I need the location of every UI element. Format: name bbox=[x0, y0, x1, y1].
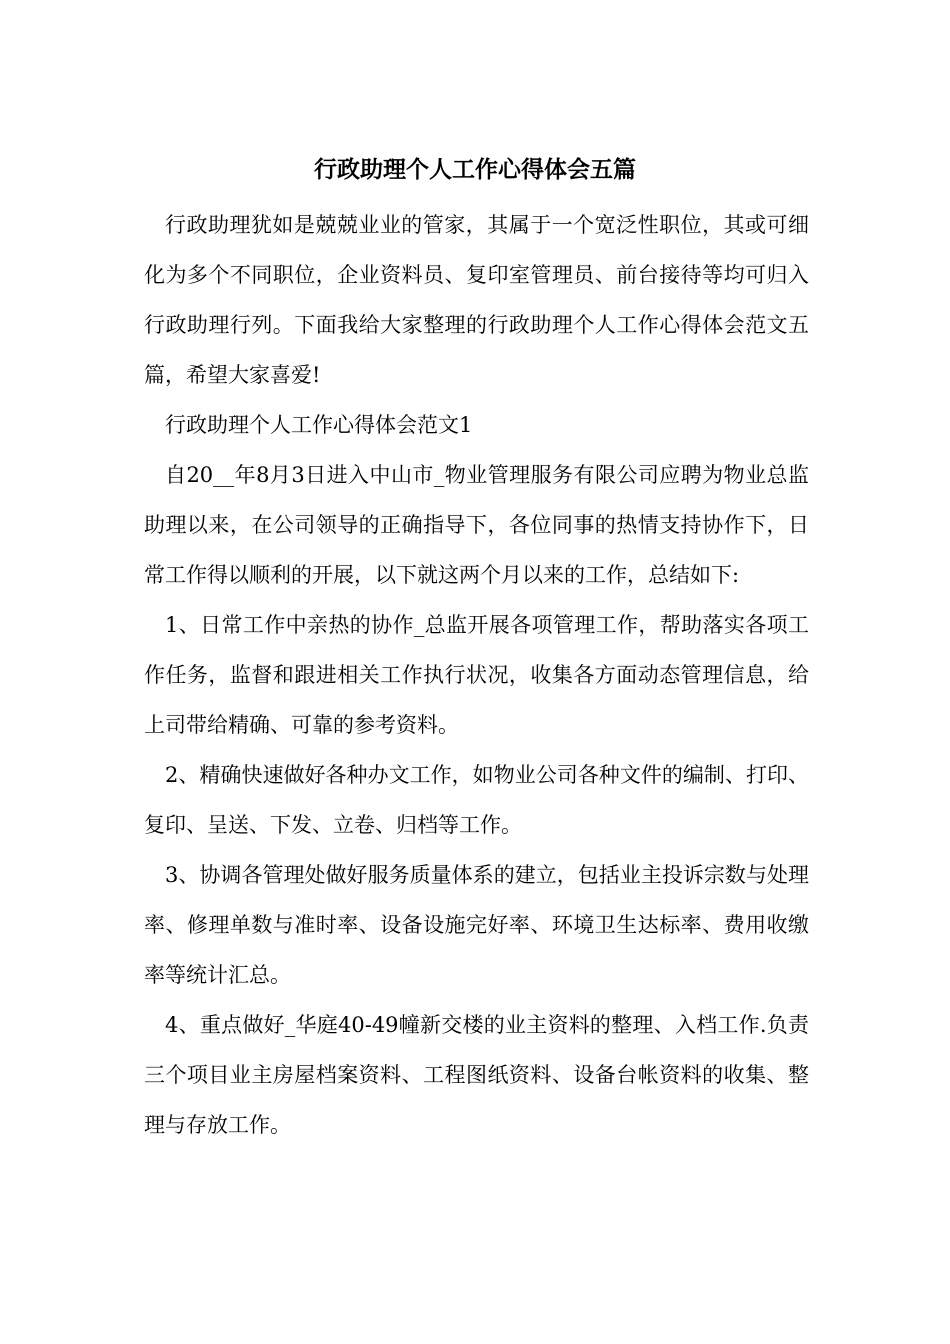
list-item-4: 4、重点做好_华庭40-49幢新交楼的业主资料的整理、入档工作.负责三个项目业主房屋档案资料、工程图纸资料、设备台帐资料的收集、整理与存放工作。 bbox=[144, 1013, 809, 1137]
list-item-3: 3、协调各管理处做好服务质量体系的建立，包括业主投诉宗数与处理率、修理单数与准时率、设备设施完好率、环境卫生达标率、费用收缴率等统计汇总。 bbox=[144, 863, 809, 987]
intro-paragraph: 行政助理犹如是兢兢业业的管家，其属于一个宽泛性职位，其或可细化为多个不同职位，企业资料员、复印室管理员、前台接待等均可归入行政助理行列。下面我给大家整理的行政助理个人工作心得体会范文五篇，希望大家喜爱! bbox=[144, 213, 809, 387]
list-item-1: 1、日常工作中亲热的协作_总监开展各项管理工作，帮助落实各项工作任务，监督和跟进相关工作执行状况，收集各方面动态管理信息，给上司带给精确、可靠的参考资料。 bbox=[144, 613, 809, 737]
document-title: 行政助理个人工作心得体会五篇 bbox=[314, 156, 636, 183]
section-heading: 行政助理个人工作心得体会范文1 bbox=[165, 413, 473, 437]
list-item-2: 2、精确快速做好各种办文工作，如物业公司各种文件的编制、打印、复印、呈送、下发、立卷、归档等工作。 bbox=[144, 763, 809, 837]
body-paragraph: 自20__年8月3日进入中山市_物业管理服务有限公司应聘为物业总监助理以来，在公司领导的正确指导下，各位同事的热情支持协作下，日常工作得以顺利的开展，以下就这两个月以来的工作，总结如下: bbox=[144, 463, 809, 587]
document-body bbox=[144, 200, 809, 1150]
